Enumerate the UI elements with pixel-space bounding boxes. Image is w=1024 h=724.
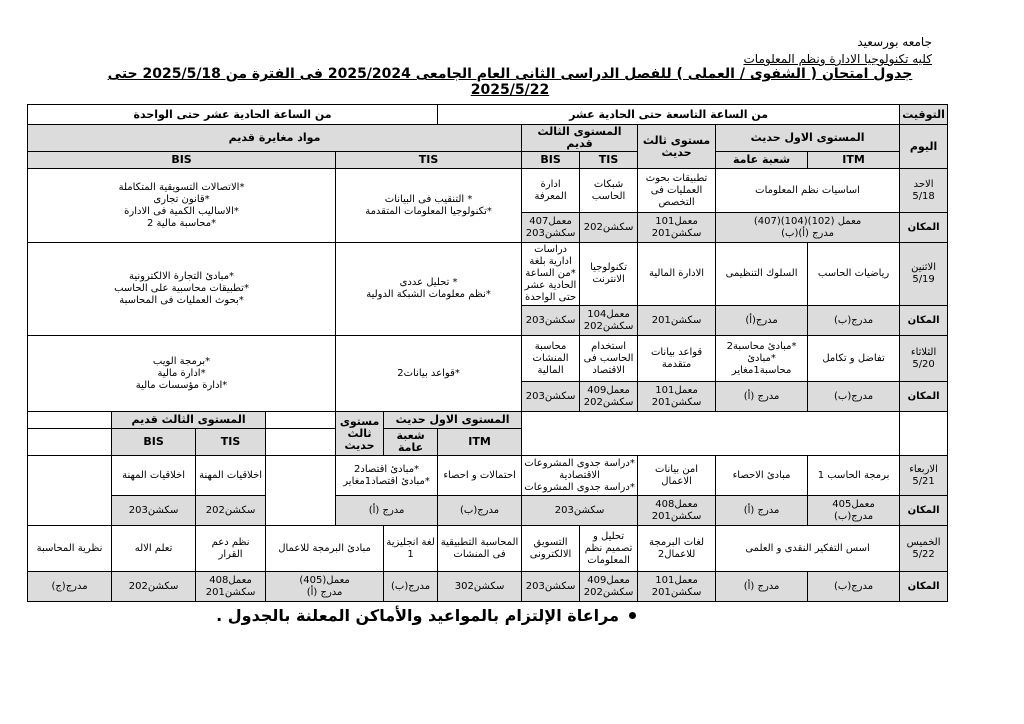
blank-cell bbox=[900, 412, 948, 456]
blank-cell bbox=[266, 412, 336, 429]
place-cell: سكشن202 bbox=[112, 572, 196, 602]
place-cell: مدرج(ج) bbox=[28, 572, 112, 602]
place-cell: مدرج (أ) bbox=[716, 572, 808, 602]
day-tuesday: الثلاثاء 5/20 bbox=[900, 336, 948, 382]
place-cell: مدرج(ب) bbox=[438, 496, 522, 526]
place-cell: معمل(405) مدرج (أ) bbox=[266, 572, 384, 602]
itm-header-2: ITM bbox=[438, 429, 522, 456]
exam-cell: مبادئ البرمجة للاعمال bbox=[266, 526, 384, 572]
itm-header: ITM bbox=[808, 152, 900, 169]
place-cell: مدرج (أ) bbox=[716, 496, 808, 526]
general-header: شعبة عامة bbox=[716, 152, 808, 169]
exam-schedule-table bbox=[27, 104, 948, 602]
level3new-header: مستوى ثالث حديث bbox=[638, 125, 716, 169]
exam-cell: برمجة الحاسب 1 bbox=[808, 456, 900, 496]
place-cell: معمل101 سكشن201 bbox=[638, 213, 716, 243]
place-cell: معمل101 سكشن201 bbox=[638, 382, 716, 412]
place-cell: مدرج (أ) bbox=[336, 496, 438, 526]
place-cell: سكشن201 bbox=[638, 306, 716, 336]
exam-cell: تفاضل و تكامل bbox=[808, 336, 900, 382]
exam-cell: اخلاقيات المهنة bbox=[196, 456, 266, 496]
exam-cell: المحاسبة التطبيقية فى المنشات bbox=[438, 526, 522, 572]
exam-cell: *برمجة الويب *ادارة مالية *ادارة مؤسسات مالية bbox=[28, 336, 336, 412]
place-cell: معمل (102)(104)(407) مدرج (أ)(ب) bbox=[716, 213, 900, 243]
exam-cell: تكنولوجيا الانترنت bbox=[580, 243, 638, 306]
level1-header: المستوى الاول حديث bbox=[716, 125, 900, 152]
note-text: مراعاة الإلتزام بالمواعيد والأماكن المعلنة بالجدول . bbox=[216, 606, 619, 625]
place-label: المكان bbox=[900, 572, 948, 602]
place-cell: سكشن202 bbox=[580, 213, 638, 243]
bis-header: BIS bbox=[522, 152, 580, 169]
place-cell: مدرج(أ) bbox=[716, 306, 808, 336]
blank-cell bbox=[266, 456, 336, 526]
place-cell: معمل101 سكشن201 bbox=[638, 572, 716, 602]
slot2-header: من الساعة الحادية عشر حتى الواحدة bbox=[28, 105, 438, 125]
blank-cell bbox=[522, 412, 900, 456]
exam-cell: مبادئ الاحصاء bbox=[716, 456, 808, 496]
exam-cell: لغات البرمجة للاعمال2 bbox=[638, 526, 716, 572]
footer-note bbox=[216, 606, 636, 625]
exam-cell: *الاتصالات التسويقية المتكاملة *قانون تجارى *الاساليب الكمية فى الادارة *محاسبة مالية 2 bbox=[28, 169, 336, 243]
exam-cell: لغة انجليزية 1 bbox=[384, 526, 438, 572]
transfer-bis-header: BIS bbox=[28, 152, 336, 169]
exam-cell: دراسات ادارية بلغة *من الساعة الحادية عشر حتى الواحدة bbox=[522, 243, 580, 306]
place-cell: معمل407 سكشن203 bbox=[522, 213, 580, 243]
exam-cell: السلوك التنظيمى bbox=[716, 243, 808, 306]
place-cell: مدرج (أ) bbox=[716, 382, 808, 412]
exam-cell: *دراسة جدوى المشروعات الاقتصادية *دراسة جدوى المشروعات bbox=[522, 456, 638, 496]
exam-cell: اسس التفكير النقدى و العلمى bbox=[716, 526, 900, 572]
place-cell: معمل409 سكشن202 bbox=[580, 382, 638, 412]
transfer-tis-header: TIS bbox=[336, 152, 522, 169]
header-block bbox=[743, 34, 932, 68]
exam-cell: محاسبة المنشات المالية bbox=[522, 336, 580, 382]
place-cell: مدرج(ب) bbox=[808, 572, 900, 602]
place-label: المكان bbox=[900, 382, 948, 412]
place-cell: سكشن203 bbox=[522, 496, 638, 526]
exam-cell: تطبيقات بحوث العمليات فى التخصص bbox=[638, 169, 716, 213]
exam-cell: ادارة المعرفة bbox=[522, 169, 580, 213]
university-name: جامعه بورسعيد bbox=[857, 35, 932, 49]
bullet-icon bbox=[629, 612, 636, 619]
day-monday: الاثنين 5/19 bbox=[900, 243, 948, 306]
exam-cell: *مبادئ محاسبة2 *مبادئ محاسبة1مغاير bbox=[716, 336, 808, 382]
place-cell: سكشن203 bbox=[112, 496, 196, 526]
exam-cell: التسويق الالكترونى bbox=[522, 526, 580, 572]
college-name: كليه تكنولوجيا الادارة ونظم المعلومات bbox=[743, 52, 932, 66]
place-cell: مدرج(ب) bbox=[808, 306, 900, 336]
place-cell: سكشن202 bbox=[196, 496, 266, 526]
exam-cell: امن بيانات الاعمال bbox=[638, 456, 716, 496]
place-cell: معمل409 سكشن202 bbox=[580, 572, 638, 602]
exam-cell: *قواعد بيانات2 bbox=[336, 336, 522, 412]
exam-cell: نظرية المحاسبة bbox=[28, 526, 112, 572]
tis-header: TIS bbox=[580, 152, 638, 169]
place-cell: معمل104 سكشن202 bbox=[580, 306, 638, 336]
place-cell: سكشن203 bbox=[522, 306, 580, 336]
blank-cell bbox=[28, 429, 112, 456]
general-header-2: شعبة عامة bbox=[384, 429, 438, 456]
exam-cell: استخدام الحاسب فى الاقتصاد bbox=[580, 336, 638, 382]
day-wednesday: الاربعاء 5/21 bbox=[900, 456, 948, 496]
exam-cell: نظم دعم القرار bbox=[196, 526, 266, 572]
exam-cell: * التنقيب فى البيانات *تكنولوجيا المعلومات المتقدمة bbox=[336, 169, 522, 243]
exam-cell: *مبادئ اقتصاد2 *مبادئ اقتصاد1مغاير bbox=[336, 456, 438, 496]
place-cell: معمل405 مدرج(ب) bbox=[808, 496, 900, 526]
place-label: المكان bbox=[900, 213, 948, 243]
exam-cell: احتمالات و احصاء bbox=[438, 456, 522, 496]
timing-label: التوقيت bbox=[900, 105, 948, 125]
place-label: المكان bbox=[900, 306, 948, 336]
place-cell: سكشن302 bbox=[438, 572, 522, 602]
day-thursday: الخميس 5/22 bbox=[900, 526, 948, 572]
place-cell: مدرج(ب) bbox=[808, 382, 900, 412]
level1-header-2: المستوى الاول حديث bbox=[384, 412, 522, 429]
day-sunday: الاحد 5/18 bbox=[900, 169, 948, 213]
level3old-header-2: المستوى الثالث قديم bbox=[112, 412, 266, 429]
blank-cell bbox=[266, 429, 336, 456]
slot1-header: من الساعة التاسعة حتى الحادية عشر bbox=[438, 105, 900, 125]
place-cell: سكشن203 bbox=[522, 572, 580, 602]
tis-header-2: TIS bbox=[196, 429, 266, 456]
page-title: جدول امتحان ( الشفوى / العملى ) للفصل الدراسى الثانى العام الجامعى 2025/2024 فى الفترة من 2025/5/18 حتى 2025/5/22 bbox=[107, 66, 913, 98]
exam-cell: اساسيات نظم المعلومات bbox=[716, 169, 900, 213]
place-cell: مدرج(ب) bbox=[384, 572, 438, 602]
day-label: اليوم bbox=[900, 125, 948, 169]
exam-cell: *مبادئ التجارة الالكترونية *تطبيقات محاسبية على الحاسب *بحوث العمليات فى المحاسبة bbox=[28, 243, 336, 336]
exam-cell: * تحليل عددى *نظم معلومات الشبكة الدولية bbox=[336, 243, 522, 336]
bis-header-2: BIS bbox=[112, 429, 196, 456]
exam-cell: الادارة المالية bbox=[638, 243, 716, 306]
exam-cell: شبكات الحاسب bbox=[580, 169, 638, 213]
exam-cell: تحليل و تصميم نظم المعلومات bbox=[580, 526, 638, 572]
place-label: المكان bbox=[900, 496, 948, 526]
place-cell: معمل408 سكشن201 bbox=[638, 496, 716, 526]
blank-cell bbox=[28, 412, 112, 429]
exam-cell: قواعد بيانات متقدمة bbox=[638, 336, 716, 382]
exam-cell: اخلاقيات المهنة bbox=[112, 456, 196, 496]
exam-cell: تعلم الاله bbox=[112, 526, 196, 572]
exam-cell: رياضيات الحاسب bbox=[808, 243, 900, 306]
level3old-header: المستوى الثالث قديم bbox=[522, 125, 638, 152]
level3new-header-2: مستوى ثالث حديث bbox=[336, 412, 384, 456]
blank-cell bbox=[28, 456, 112, 526]
place-cell: معمل408 سكشن201 bbox=[196, 572, 266, 602]
place-cell: سكشن203 bbox=[522, 382, 580, 412]
transfer-header: مواد مغايرة قديم bbox=[28, 125, 522, 152]
